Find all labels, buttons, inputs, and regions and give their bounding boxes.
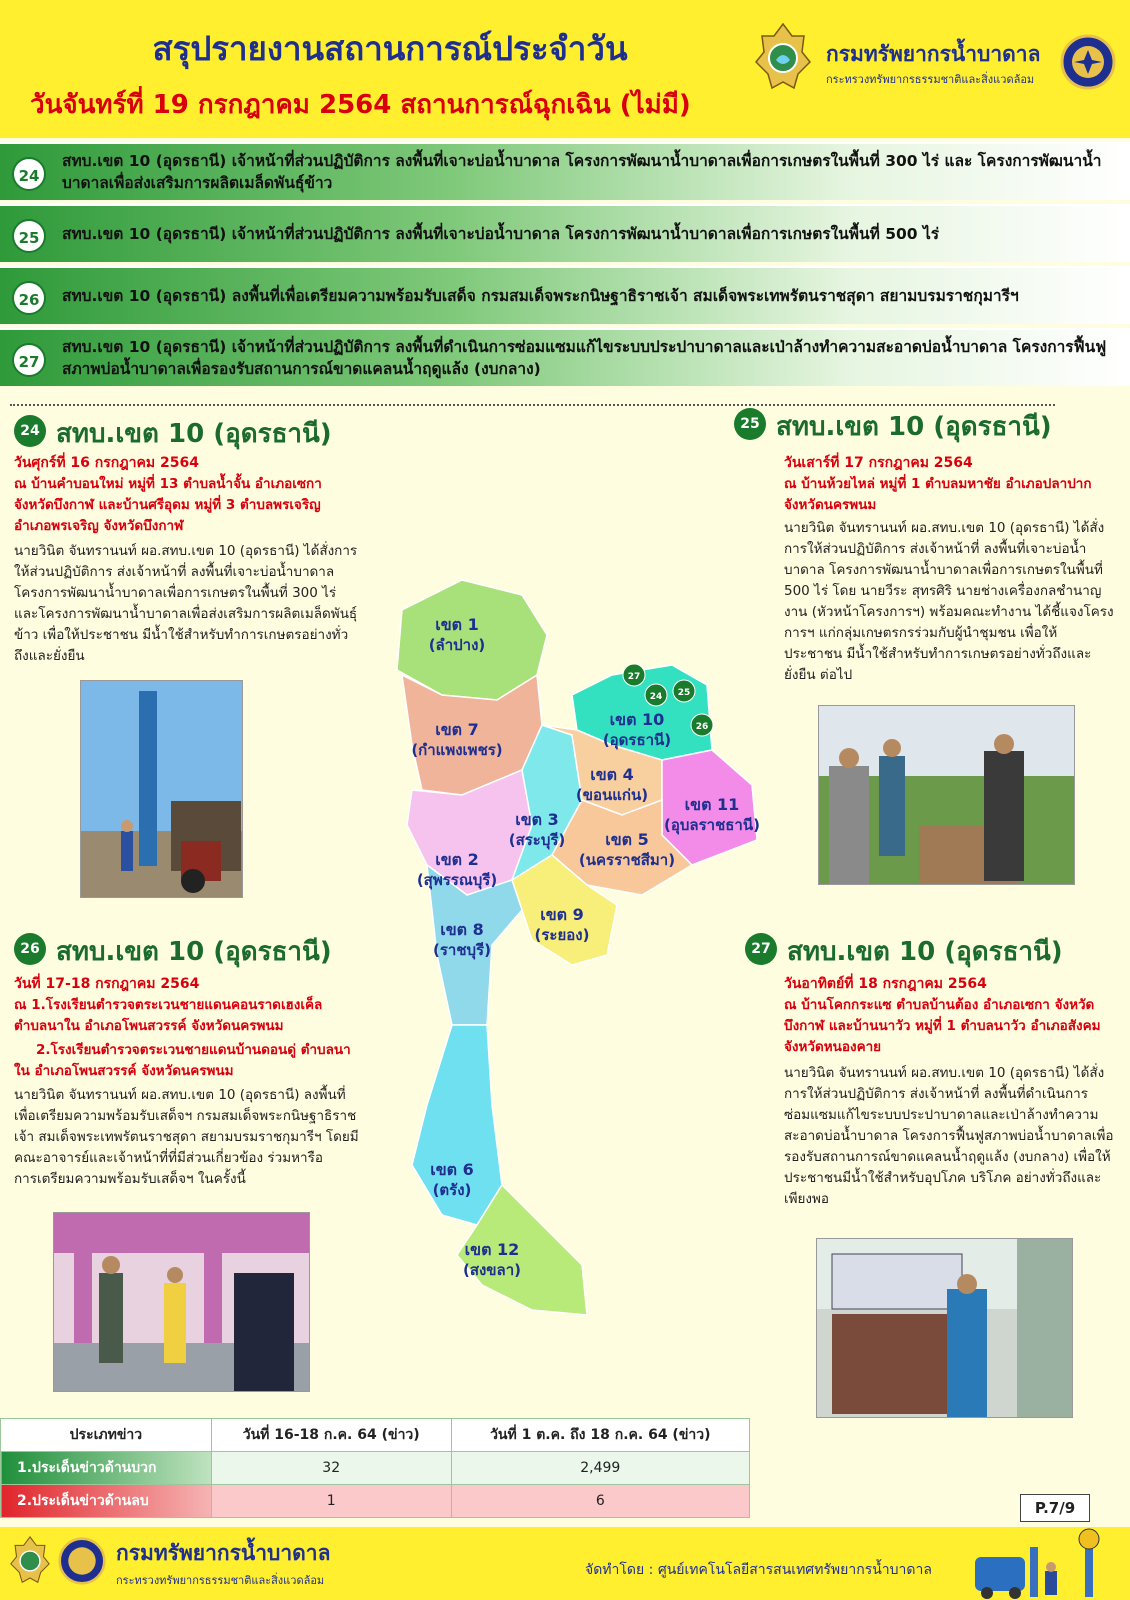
section-title: สทบ.เขต 10 (อุดรธานี) [787, 937, 1063, 967]
well-repair-image [817, 1239, 1073, 1418]
section-title: สทบ.เขต 10 (อุดรธานี) [56, 419, 332, 449]
table-cell: 32 [211, 1452, 451, 1485]
table-header: วันที่ 1 ต.ค. ถึง 18 ก.ค. 64 (ข่าว) [451, 1419, 749, 1452]
section-location: ณ 1.โรงเรียนตำรวจตระเวนชายแดนคอนราดเฮงเค็ล ตำบลนาใน อำเภอโพนสวรรค์ จังหวัดนครพนม [14, 997, 323, 1034]
table-header: วันที่ 16-18 ก.ค. 64 (ข่าว) [211, 1419, 451, 1452]
section-location: ณ บ้านคำบอนใหม่ หมู่ที่ 13 ตำบลน้ำจั้น อำเภอเซกา จังหวัดบึงกาฬ และบ้านศรีอุดม หมู่ที่ 3 ตำบลพรเจริญ อำเภอพรเจริญ จังหวัดบึงกาฬ [14, 476, 322, 534]
summary-text: สทบ.เขต 10 (อุดรธานี) เจ้าหน้าที่ส่วนปฏิบัติการ ลงพื้นที่ดำเนินการซ่อมแซมแก้ไขระบบประปาบาดาลและเป่าล้างทำความสะอาดบ่อน้ำบาดาล โครงการฟื้นฟูสภาพบ่อน้ำบาดาลเพื่อรองรับสถานการณ์ขาดแคลนน้ำฤดูแล้ง (งบกลาง) [62, 338, 1107, 378]
map-region-city: (ราชบุรี) [433, 941, 491, 959]
map-region-label: เขต 2 [435, 850, 479, 869]
map-marker-label: 26 [695, 722, 709, 732]
section-date: วันที่ 17-18 กรกฎาคม 2564 [14, 976, 200, 992]
section-body: นายวินิต จันทรานนท์ ผอ.สทบ.เขต 10 (อุดรธานี) ได้สั่งการให้ส่วนปฏิบัติการ ส่งเจ้าหน้าที่ ลงพื้นที่ดำเนินการซ่อมแซมแก้ไขระบบประปาบาดาลและเป่าล้างทำความสะอาดบ่อน้ำบาดาล โครงการฟื้นฟูสภาพบ่อน้ำบาดาลเพื่อรองรับสถานการณ์ขาดแคลนน้ำฤดูแล้ง (งบกลาง) เพื่อให้ประชาชนมีน้ำใช้สำหรับอุปโภค บริโภค อย่างทั่วถึงและเพียงพอ [784, 1065, 1114, 1207]
section-number: 24 [14, 415, 46, 447]
map-region-label: เขต 9 [540, 905, 584, 924]
footer [0, 1527, 1130, 1600]
table-row [1, 1452, 750, 1485]
drilling-rig-image [81, 681, 243, 898]
map-marker-label: 25 [677, 688, 691, 698]
map-region-label: เขต 10 [609, 710, 665, 729]
map-region-label: เขต 12 [464, 1240, 520, 1259]
map-region-label: เขต 6 [430, 1160, 474, 1179]
table-cell: 1 [211, 1485, 451, 1518]
section-body: นายวินิต จันทรานนท์ ผอ.สทบ.เขต 10 (อุดรธานี) ได้สั่งการให้ส่วนปฏิบัติการ ส่งเจ้าหน้าที่ ลงพื้นที่เจาะบ่อน้ำบาดาล โครงการพัฒนาน้ำบาดาลเพื่อการเกษตรในพื้นที่ 300 ไร่ และโครงการพัฒนาน้ำบาดาลเพื่อส่งเสริมการผลิตเมล็ดพันธุ์ข้าว เพื่อให้ประชาชน มีน้ำใช้สำหรับทำการเกษตรอย่างทั่วถึงและยั่งยืน [14, 543, 358, 664]
map-marker-label: 27 [627, 672, 641, 682]
summary-text: สทบ.เขต 10 (อุดรธานี) ลงพื้นที่เพื่อเตรียมความพร้อมรับเสด็จ กรมสมเด็จพระกนิษฐาธิราชเจ้า สมเด็จพระเทพรัตนราชสุดา สยามบรมราชกุมารีฯ [62, 287, 1019, 305]
ministry-seal-icon [58, 1537, 106, 1585]
section-number: 25 [734, 408, 766, 440]
footer-org-name: กรมทรัพยากรน้ำบาดาล [116, 1541, 331, 1565]
section-date: วันอาทิตย์ที่ 18 กรกฎาคม 2564 [784, 976, 987, 992]
department-logo-icon [8, 1533, 52, 1589]
map-region-label: เขต 1 [435, 615, 479, 634]
section-date: วันเสาร์ที่ 17 กรกฎาคม 2564 [784, 455, 973, 471]
map-region-city: (นครราชสีมา) [578, 851, 676, 869]
footer-org-ministry: กระทรวงทรัพยากรธรรมชาติและสิ่งแวดล้อม [116, 1574, 325, 1587]
map-region-city: (อุดรธานี) [602, 731, 672, 749]
section-number: 27 [745, 933, 777, 965]
map-region-label: เขต 5 [605, 830, 649, 849]
thailand-region-map [372, 565, 772, 1345]
map-region-city: (สุพรรณบุรี) [416, 871, 498, 889]
map-region-city: (อุบลราชธานี) [664, 816, 760, 834]
table-cell: 2,499 [451, 1452, 749, 1485]
section-location: ณ บ้านห้วยไหล่ หมู่ที่ 1 ตำบลมหาชัย อำเภอปลาปาก จังหวัดนครพนม [784, 476, 1092, 513]
map-region-city: (สงขลา) [462, 1261, 522, 1279]
summary-text: สทบ.เขต 10 (อุดรธานี) เจ้าหน้าที่ส่วนปฏิบัติการ ลงพื้นที่เจาะบ่อน้ำบาดาล โครงการพัฒนาน้ำบาดาลเพื่อการเกษตรในพื้นที่ 300 ไร่ และ โครงการพัฒนาน้ำบาดาลเพื่อส่งเสริมการผลิตเมล็ดพันธุ์ข้าว [62, 152, 1102, 192]
ministry-seal-icon [1060, 34, 1116, 90]
map-region-city: (สระบุรี) [508, 831, 566, 849]
section-location: 2.โรงเรียนตำรวจตระเวนชายแดนบ้านดอนดู่ ตำบลนาใน อำเภอโพนสวรรค์ จังหวัดนครพนม [14, 1042, 351, 1079]
section-title: สทบ.เขต 10 (อุดรธานี) [776, 412, 1052, 442]
section-number: 26 [14, 933, 46, 965]
map-region-city: (ตรัง) [432, 1181, 472, 1199]
page-subtitle: วันจันทร์ที่ 19 กรกฎาคม 2564 สถานการณ์ฉุกเฉิน (ไม่มี) [30, 90, 691, 120]
meeting-field-image [819, 706, 1075, 885]
summary-text: สทบ.เขต 10 (อุดรธานี) เจ้าหน้าที่ส่วนปฏิบัติการ ลงพื้นที่เจาะบ่อน้ำบาดาล โครงการพัฒนาน้ำบาดาลเพื่อการเกษตรในพื้นที่ 500 ไร่ [62, 225, 940, 243]
section-date: วันศุกร์ที่ 16 กรกฎาคม 2564 [14, 455, 199, 471]
map-region-city: (ลำปาง) [428, 636, 486, 654]
section-location: ณ บ้านโคกกระแซ ตำบลบ้านต้อง อำเภอเซกา จังหวัดบึงกาฬ และบ้านนาวัว หมู่ที่ 1 ตำบลนาวัว อำเภอสังคม จังหวัดหนองคาย [784, 997, 1101, 1055]
map-region-label: เขต 7 [435, 720, 479, 739]
summary-item [0, 328, 1130, 386]
map-region-label: เขต 8 [440, 920, 484, 939]
table-header: ประเภทข่าว [1, 1419, 212, 1452]
department-logo-icon [752, 22, 814, 94]
map-region-city: (กำแพงเพชร) [411, 741, 503, 759]
summary-number: 25 [12, 219, 46, 253]
school-visit-image [54, 1213, 310, 1392]
summary-item [0, 142, 1130, 200]
table-row [1, 1485, 750, 1518]
photo-school-visit [53, 1212, 310, 1392]
row-label: 1.ประเด็นข่าวด้านบวก [1, 1452, 212, 1485]
pump-illustration-icon [975, 1527, 1125, 1600]
photo-meeting-field [818, 705, 1075, 885]
table-cell: 6 [451, 1485, 749, 1518]
footer-credit: จัดทำโดย : ศูนย์เทคโนโลยีสารสนเทศทรัพยากรน้ำบาดาล [585, 1562, 932, 1578]
photo-drilling-rig [80, 680, 243, 898]
section-body: นายวินิต จันทรานนท์ ผอ.สทบ.เขต 10 (อุดรธานี) ลงพื้นที่เพื่อเตรียมความพร้อมรับเสด็จฯ กรมสมเด็จพระกนิษฐาธิราชเจ้า สมเด็จพระเทพรัตนราชสุดา สยามบรมราชกุมารีฯ โดยมี คณะอาจารย์และเจ้าหน้าที่ที่มีส่วนเกี่ยวข้อง ร่วมหารือการเตรียมความพร้อมรับเสด็จฯ ในครั้งนี้ [14, 1087, 359, 1187]
map-region-city: (ขอนแก่น) [575, 786, 649, 804]
map-region-label: เขต 4 [590, 765, 634, 784]
page-number: P.7/9 [1020, 1494, 1090, 1522]
org-ministry: กระทรวงทรัพยากรธรรมชาติและสิ่งแวดล้อม [826, 73, 1035, 86]
header [0, 0, 1130, 138]
row-label: 2.ประเด็นข่าวด้านลบ [1, 1485, 212, 1518]
summary-number: 24 [12, 157, 46, 191]
summary-number: 27 [12, 343, 46, 377]
map-region-label: เขต 11 [684, 795, 740, 814]
summary-number: 26 [12, 281, 46, 315]
map-region-label: เขต 3 [515, 810, 559, 829]
summary-item [0, 266, 1130, 324]
section-body: นายวินิต จันทรานนท์ ผอ.สทบ.เขต 10 (อุดรธานี) ได้สั่งการให้ส่วนปฏิบัติการ ส่งเจ้าหน้าที่ ลงพื้นที่เจาะบ่อน้ำบาดาล โครงการพัฒนาน้ำบาดาลเพื่อการเกษตรในพื้นที่ 500 ไร่ โดย นายวีระ สุทรศิริ นายช่างเครื่องกลชำนาญงาน (หัวหน้าโครงการฯ) พร้อมคณะทำงาน ได้ชี้แจงโครงการฯ แก่กลุ่มเกษตรกรร่วมกับผู้นำชุมชน เพื่อให้ประชาชน มีน้ำใช้สำหรับทำการเกษตรอย่างทั่วถึงและยั่งยืน ต่อไป [784, 520, 1114, 683]
page-title: สรุปรายงานสถานการณ์ประจำวัน [152, 29, 628, 68]
map-marker-label: 24 [649, 692, 663, 702]
summary-item [0, 204, 1130, 262]
section-title: สทบ.เขต 10 (อุดรธานี) [56, 937, 332, 967]
org-name: กรมทรัพยากรน้ำบาดาล [826, 42, 1041, 66]
news-statistics-table [0, 1418, 750, 1518]
map-region-city: (ระยอง) [534, 926, 590, 944]
photo-well-repair [816, 1238, 1073, 1418]
